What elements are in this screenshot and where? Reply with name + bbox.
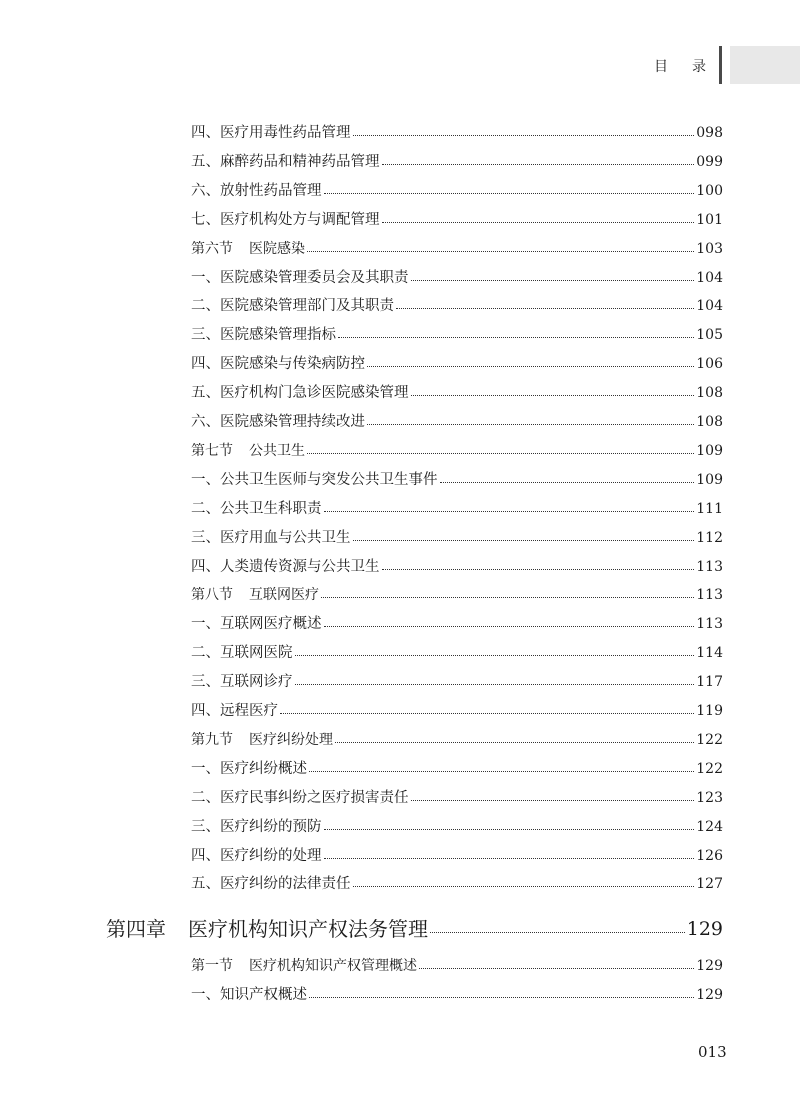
toc-item-row [191,669,723,691]
toc-page-number: 111 [696,500,723,517]
toc-item-row [191,525,723,547]
toc-item-label: 二、医疗民事纠纷之医疗损害责任 [191,789,409,806]
toc-chapter-title: 医疗机构知识产权法务管理 [188,917,428,942]
leader-dots [411,800,695,801]
toc-item-row [191,380,723,402]
header-title-char-1: 目 [654,59,668,75]
toc-section-row [191,727,723,749]
toc-page-number: 129 [696,987,723,1004]
toc-section-title: 互联网医疗 [249,587,319,604]
toc-section-number: 第七节 [191,442,233,459]
toc-item-row [191,640,723,662]
toc-section-title: 医疗纠纷处理 [249,731,333,748]
toc-item-row [191,265,723,287]
toc-page-number: 127 [696,876,723,893]
toc-page-number: 109 [696,442,723,459]
toc-section-label [191,731,333,749]
leader-dots [440,482,695,483]
toc-item-label: 四、远程医疗 [191,703,278,719]
toc-item-row [191,409,723,431]
toc-item-row [191,351,723,373]
toc-section-row [191,953,723,975]
toc-page-number: 124 [696,818,723,835]
toc-item-label: 三、医院感染管理指标 [191,327,336,344]
toc-page-number: 109 [696,471,723,488]
toc-page-number: 105 [696,327,723,344]
toc-page-number: 129 [696,958,723,975]
toc-item-label: 四、医疗用毒性药品管理 [191,125,351,141]
leader-dots [382,222,695,223]
leader-dots [280,713,694,714]
toc-item-label: 五、麻醉药品和精神药品管理 [191,153,380,170]
toc-page-number: 103 [696,240,723,257]
toc-item-label: 七、医疗机构处方与调配管理 [191,211,380,228]
toc-item-row [191,982,723,1004]
toc-page-number: 098 [696,125,723,141]
leader-dots [321,597,694,598]
toc-page-number: 113 [696,587,723,604]
toc-section-number: 第六节 [191,240,233,257]
toc-page-number: 122 [696,760,723,777]
toc-page-number: 113 [696,616,723,633]
toc-item-row [191,843,723,865]
leader-dots [324,626,695,627]
leader-dots [335,742,694,743]
leader-dots [411,395,695,396]
toc-item-row [191,554,723,576]
toc-page-number: 113 [696,558,723,575]
toc-page-number: 108 [696,414,723,430]
toc-item-label: 五、医疗纠纷的法律责任 [191,876,351,893]
toc-section-label [191,442,305,460]
leader-dots [295,684,695,685]
toc-item-row [191,149,723,171]
toc-item-label: 五、医疗机构门急诊医院感染管理 [191,385,409,402]
toc-section-number: 第九节 [191,731,233,748]
leader-dots [382,569,695,570]
toc-item-row [191,814,723,836]
toc-item-label: 四、医疗纠纷的处理 [191,847,322,864]
toc-section-title: 医疗机构知识产权管理概述 [249,958,417,975]
toc-page-number: 117 [696,674,723,691]
toc-section-number: 第八节 [191,587,233,604]
toc-item-row [191,467,723,489]
toc-section-title: 公共卫生 [249,442,305,459]
toc-item-label: 一、知识产权概述 [191,987,307,1004]
header-title [654,56,714,76]
leader-dots [353,886,695,887]
toc-item-label: 一、公共卫生医师与突发公共卫生事件 [191,471,438,488]
leader-dots [367,366,694,367]
toc-page-number: 129 [686,918,723,941]
toc-item-row [191,178,723,200]
toc-item-row [191,698,723,720]
toc-section-row [191,236,723,258]
leader-dots [309,997,694,998]
toc-item-label: 三、医疗纠纷的预防 [191,818,322,835]
leader-dots [324,829,695,830]
leader-dots [324,511,695,512]
toc-page-number: 119 [696,703,723,719]
toc-item-label: 三、医疗用血与公共卫生 [191,529,351,546]
toc-section-row [191,438,723,460]
leader-dots [324,193,695,194]
toc-item-label: 四、人类遗传资源与公共卫生 [191,558,380,575]
toc-item-label: 一、互联网医疗概述 [191,616,322,633]
toc-page-number: 104 [696,298,723,315]
toc-item-label: 二、医院感染管理部门及其职责 [191,298,394,315]
leader-dots [307,251,694,252]
toc-page-number: 104 [696,269,723,286]
toc-section-label [191,957,417,975]
toc-item-row [191,322,723,344]
toc-section-label [191,586,319,604]
toc-item-row [191,871,723,893]
leader-dots [307,453,694,454]
toc-section-label [191,240,305,258]
header-tab-block [730,46,800,84]
toc-page-number: 108 [696,385,723,402]
toc-section-row [191,582,723,604]
toc-chapter-row [106,912,723,942]
toc-item-row [191,207,723,229]
leader-dots [411,280,695,281]
leader-dots [382,164,695,165]
toc-item-row [191,120,723,142]
leader-dots [353,135,695,136]
toc-section-number: 第一节 [191,958,233,975]
leader-dots [396,308,694,309]
toc-page-number: 099 [696,153,723,170]
toc-page-number: 126 [696,847,723,864]
toc-item-label: 二、互联网医院 [191,645,293,662]
leader-dots [367,424,694,425]
toc-item-row [191,611,723,633]
toc-chapter-number: 第四章 [106,917,166,942]
toc-item-row [191,756,723,778]
toc-item-label: 二、公共卫生科职责 [191,500,322,517]
toc-item-label: 六、医院感染管理持续改进 [191,414,365,430]
toc-item-label: 三、互联网诊疗 [191,674,293,691]
toc-item-row [191,496,723,518]
toc-page-number: 100 [696,182,723,199]
toc-section-title: 医院感染 [249,240,305,257]
leader-dots [338,337,694,338]
leader-dots [353,540,695,541]
toc-page-number: 122 [696,731,723,748]
toc-item-label: 一、医疗纠纷概述 [191,760,307,777]
leader-dots [419,968,694,969]
leader-dots [309,771,694,772]
leader-dots [430,932,685,933]
toc-page-number: 114 [696,645,723,662]
toc-item-label: 六、放射性药品管理 [191,182,322,199]
toc-page-number: 106 [696,356,723,373]
toc-page-number: 112 [696,529,723,546]
leader-dots [295,655,695,656]
header-rule [719,46,722,84]
header-title-char-2: 录 [692,59,706,75]
leader-dots [324,858,695,859]
toc-item-label: 四、医院感染与传染病防控 [191,356,365,373]
toc-item-label: 一、医院感染管理委员会及其职责 [191,269,409,286]
toc-page-number: 123 [696,789,723,806]
toc-item-row [191,785,723,807]
toc-item-row [191,293,723,315]
page-number: 013 [698,1043,727,1061]
toc-page-number: 101 [696,211,723,228]
toc-chapter-label [106,916,428,942]
